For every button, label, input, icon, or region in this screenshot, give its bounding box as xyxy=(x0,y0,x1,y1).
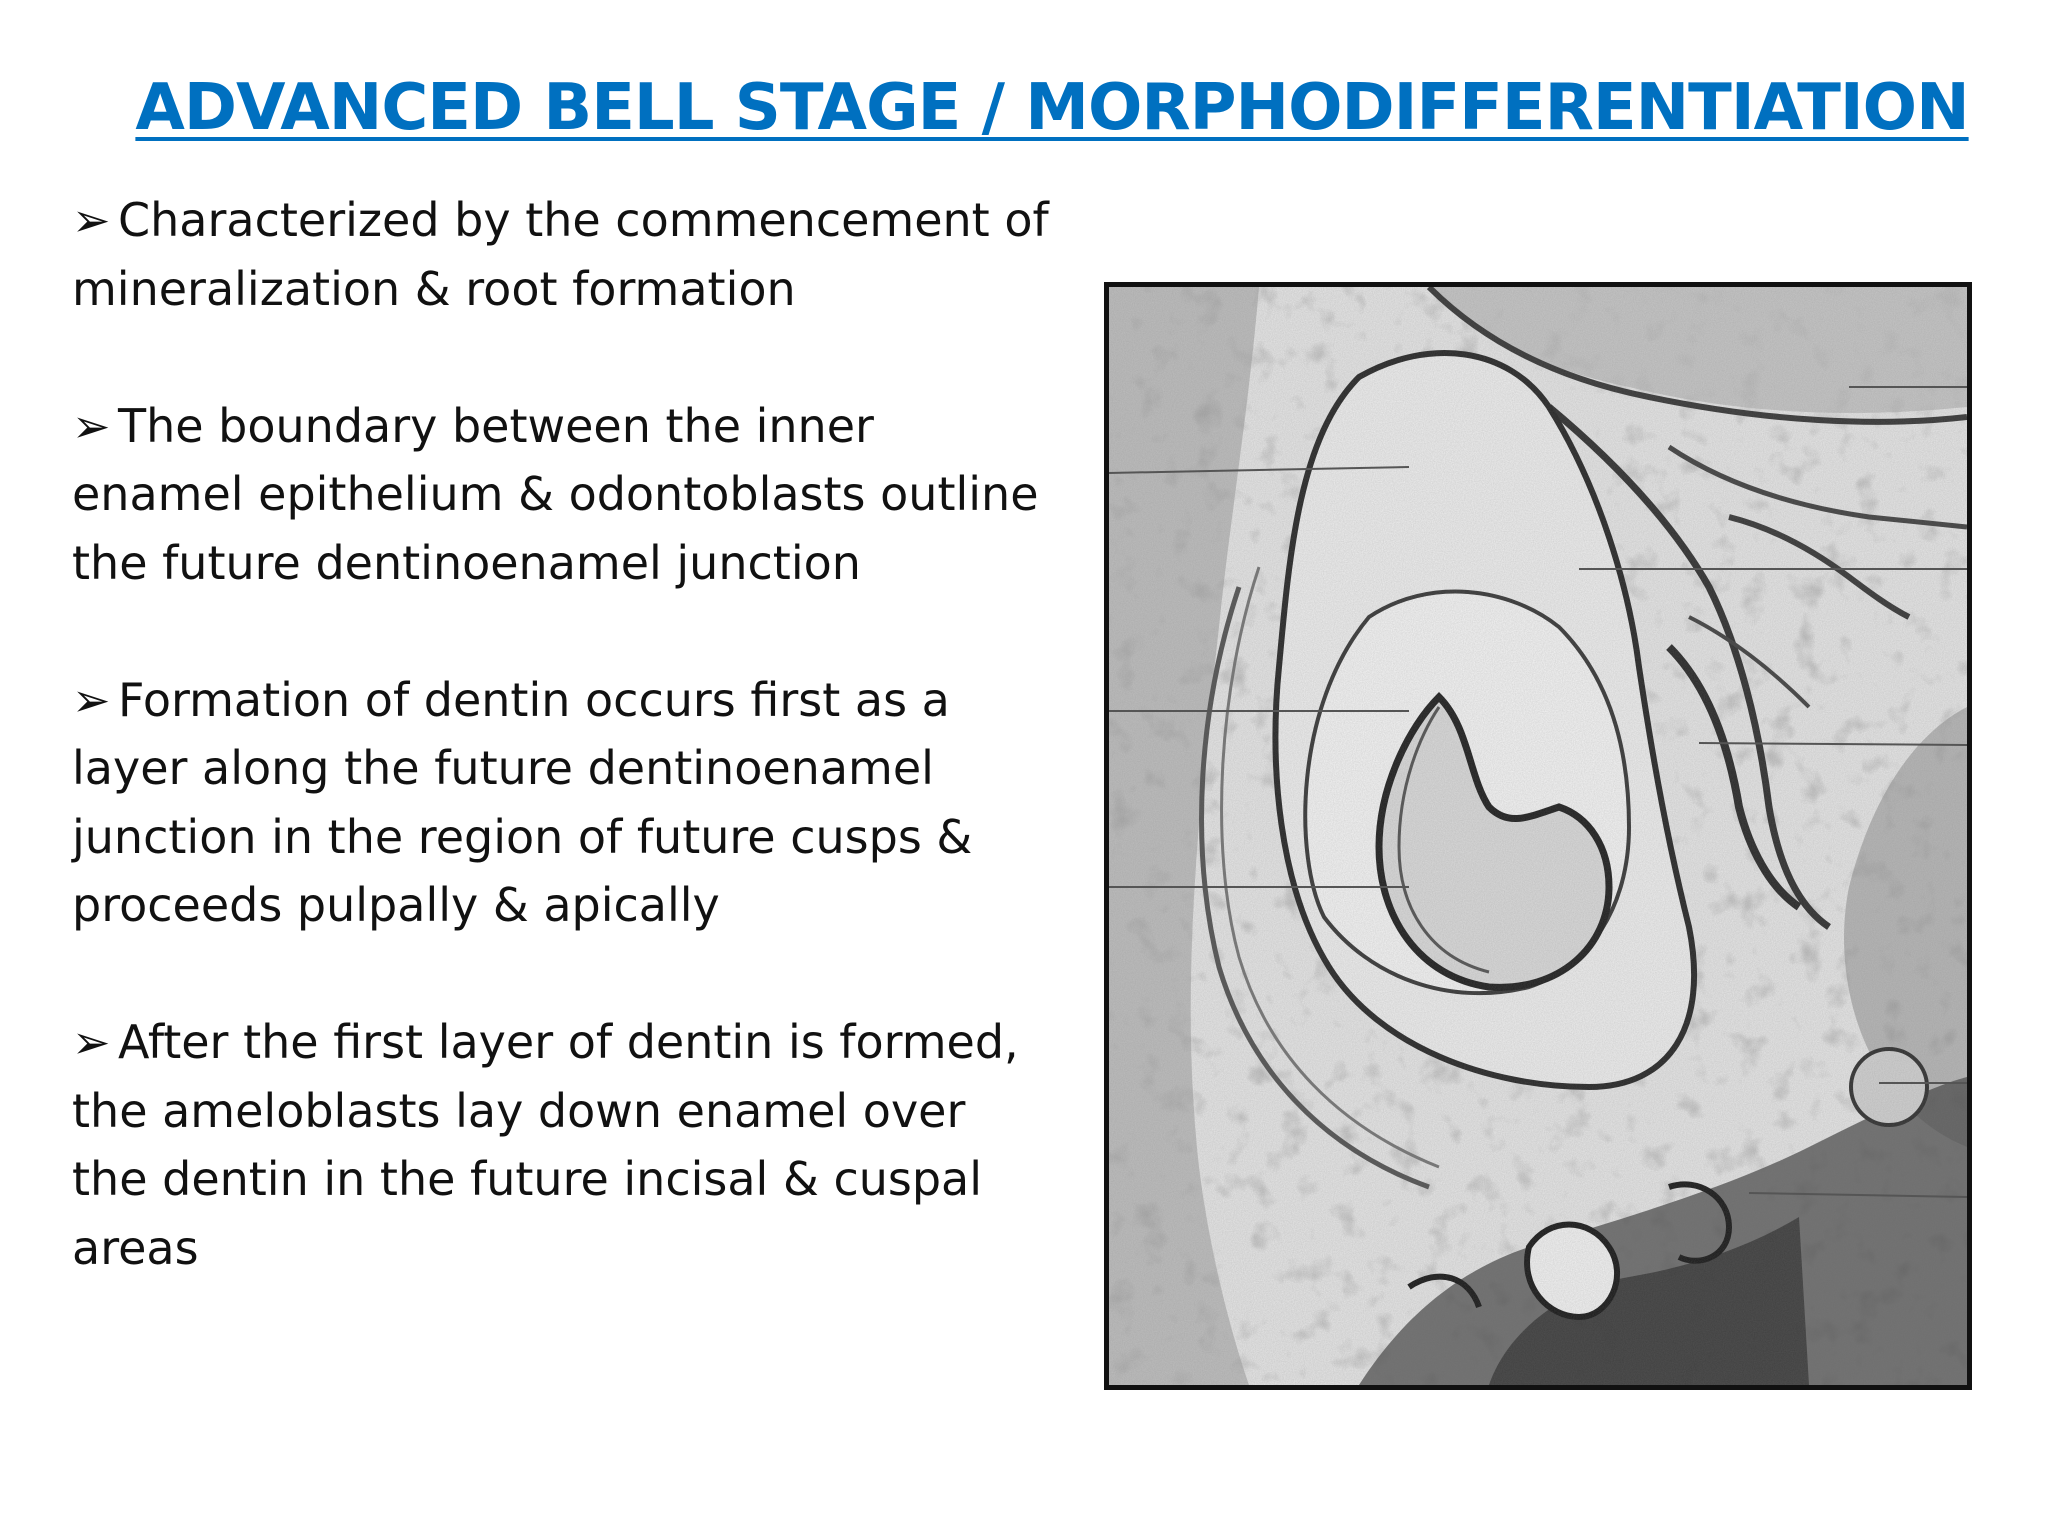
tooth-germ-illustration xyxy=(1109,287,1967,1385)
arrow-bullet-icon: ➢ xyxy=(72,398,111,453)
bullet-item xyxy=(72,186,1052,323)
bullet-item xyxy=(72,392,1052,598)
bullet-text: Characterized by the commencement of mineralization & root formation xyxy=(72,193,1049,316)
bullet-text: The boundary between the inner enamel epithelium & odontoblasts outline the future dentinoenamel junction xyxy=(72,398,1039,590)
arrow-bullet-icon: ➢ xyxy=(72,193,111,247)
histology-micrograph xyxy=(1104,282,1972,1390)
bullet-text: Formation of dentin occurs first as a layer along the future dentinoenamel junction in the region of future cusps & proceeds pulpally & apically xyxy=(72,672,973,932)
bullet-item xyxy=(72,1008,1052,1282)
slide-title-text: ADVANCED BELL STAGE / MORPHODIFFERENTIATION xyxy=(135,71,1969,145)
bullet-text: After the first layer of dentin is formed, the ameloblasts lay down enamel over the dentin in the future incisal & cuspal areas xyxy=(72,1015,1019,1275)
slide-title xyxy=(0,68,2048,148)
bullet-item xyxy=(72,666,1052,940)
arrow-bullet-icon: ➢ xyxy=(72,1015,111,1069)
arrow-bullet-icon: ➢ xyxy=(72,672,111,727)
bullet-list xyxy=(72,186,1052,1351)
